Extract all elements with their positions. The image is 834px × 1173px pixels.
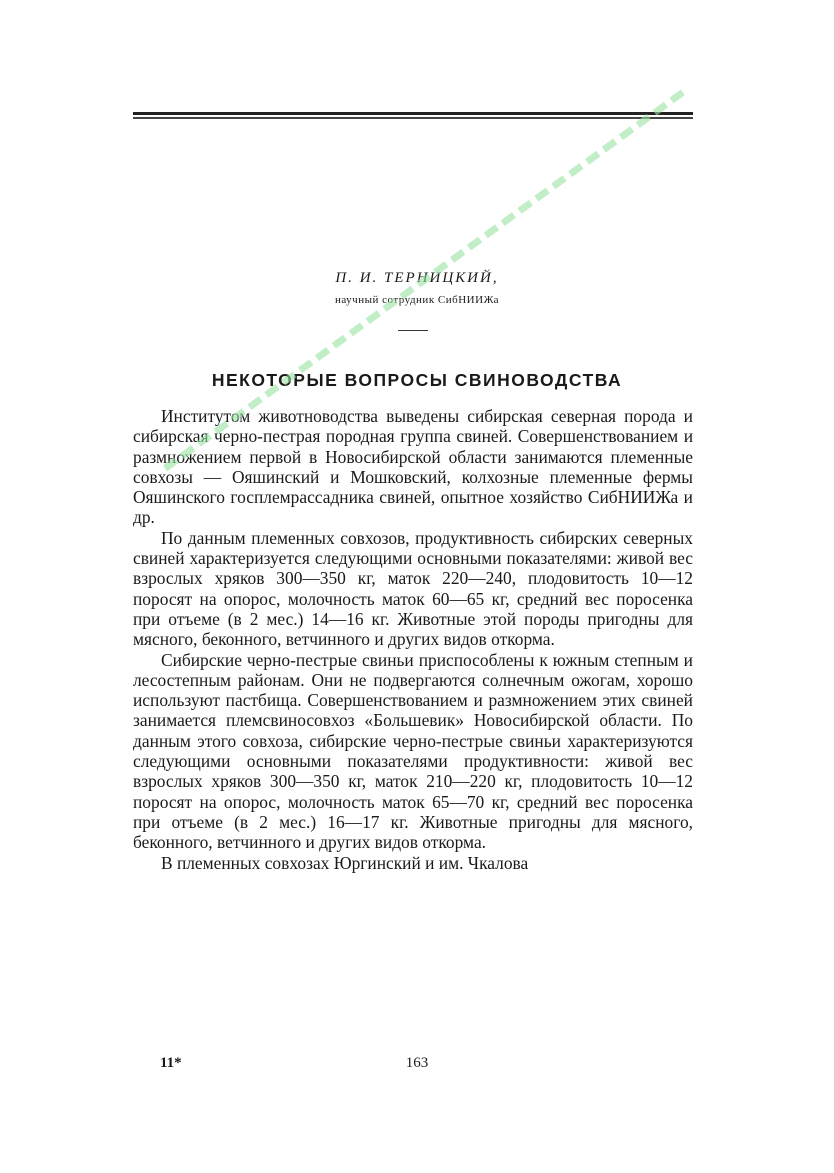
author-position: научный сотрудник СибНИИЖа <box>334 294 500 306</box>
paragraph: Институтом животноводства выведены сибирская северная порода и сибирская черно-пестрая породная группа свиней. Совершенствованием и размножением первой в Новосибирской области занимаются племенные совхозы — Ояшинский и Мошковский, колхозные племенные фермы Ояшинского госплемрассадника свиней, опытное хозяйство СибНИИЖа и др. <box>133 406 693 528</box>
article-body <box>133 406 693 873</box>
header-rule <box>133 112 693 119</box>
article-title: НЕКОТОРЫЕ ВОПРОСЫ СВИНОВОДСТВА <box>211 370 623 390</box>
title-separator <box>398 330 428 331</box>
paragraph: По данным племенных совхозов, продуктивность сибирских северных свиней характеризуется следующими основными показателями: живой вес взрослых хряков 300—350 кг, маток 220—240, плодовитость 10—12 поросят на опорос, молочность маток 60—65 кг, средний вес поросенка при отъеме (в 2 мес.) 14—16 кг. Животные этой породы пригодны для мясного, беконного, ветчинного и других видов откорма. <box>133 527 693 650</box>
paragraph: Сибирские черно-пестрые свиньи приспособлены к южным степным и лесостепным районам. Они не подвергаются солнечным ожогам, хорошо используют пастбища. Совершенствованием и размножением этих свиней занимается племсвиносовхоз «Большевик» Новосибирской области. По данным этого совхоза, сибирские черно-пестрые свиньи характеризуются следующими основными показателями продуктивности: живой вес взрослых хряков 300—350 кг, маток 210—220 кг, плодовитость 10—12 поросят на опорос, молочность маток 65—70 кг, средний вес поросенка при отъеме (в 2 мес.) 16—17 кг. Животные пригодны для мясного, беконного, ветчинного и других видов откорма. <box>133 649 693 853</box>
paragraph: В племенных совхозах Юргинский и им. Чкалова <box>161 852 529 873</box>
signature-mark: 11* <box>160 1055 182 1071</box>
page-number: 163 <box>405 1055 429 1071</box>
author-name: П. И. ТЕРНИЦКИЙ, <box>335 270 499 286</box>
